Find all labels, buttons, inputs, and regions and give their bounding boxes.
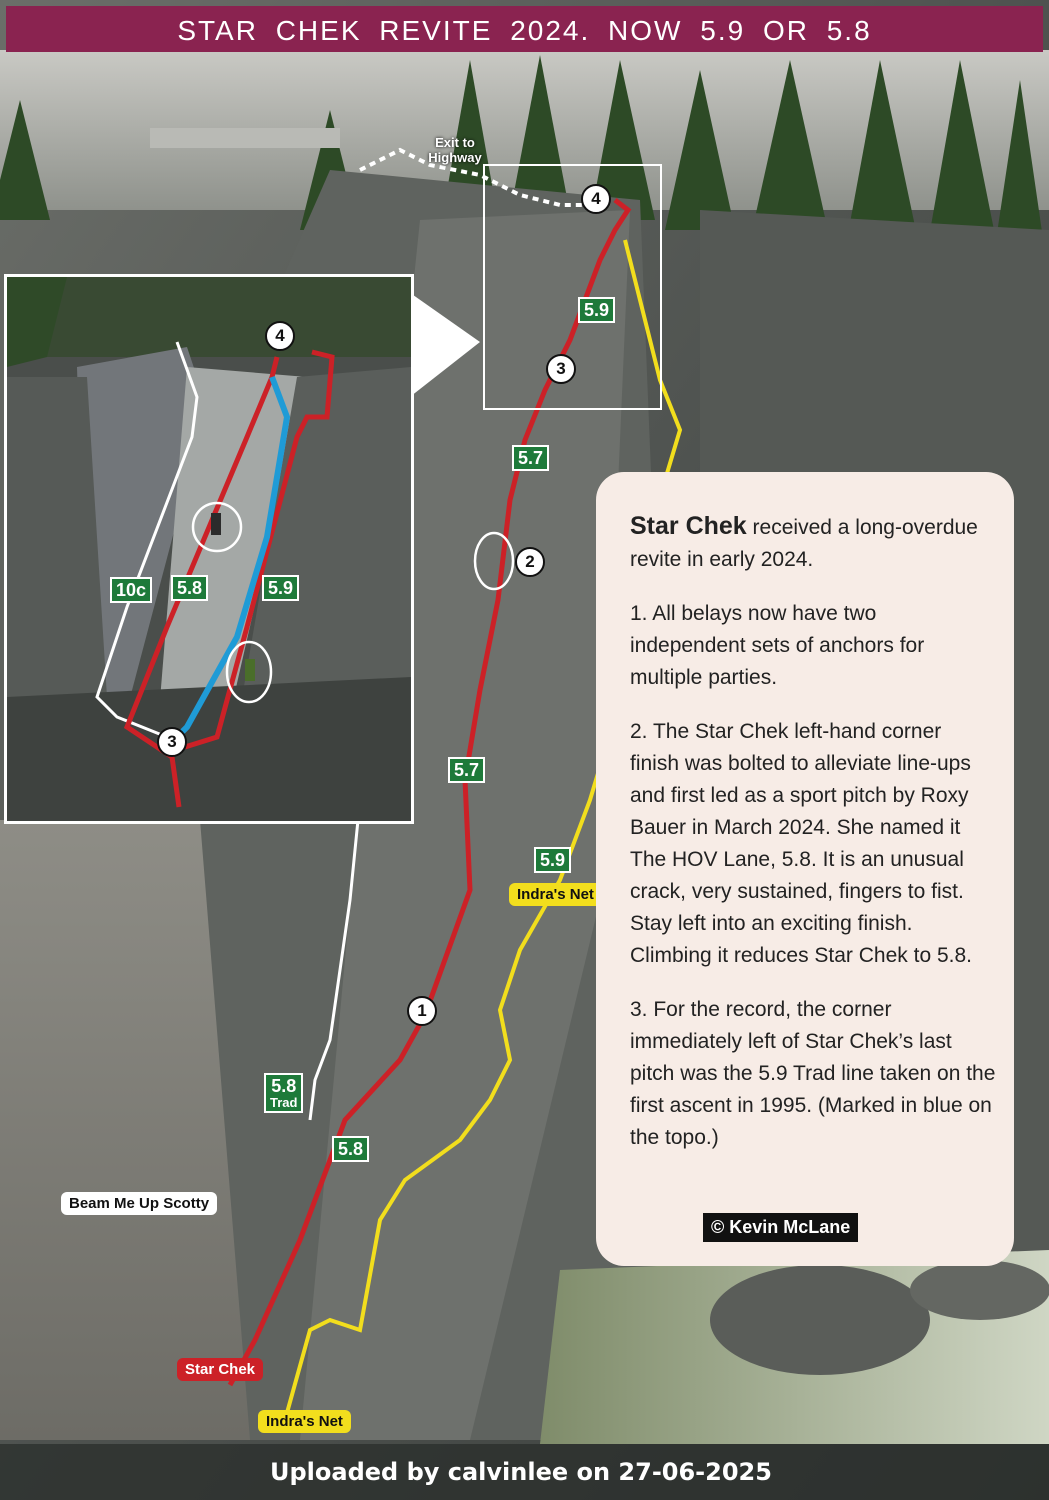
- inset-belay-3: 3: [157, 727, 187, 757]
- grade-trad-label: Trad: [270, 1095, 298, 1110]
- belay-2: 2: [515, 547, 545, 577]
- grade-beam-me-up-value: 5.8: [271, 1076, 297, 1096]
- grade-pitch-1: 5.8: [332, 1136, 369, 1162]
- belay-1: 1: [407, 996, 437, 1026]
- info-title: Star Chek: [630, 512, 747, 540]
- info-panel: [596, 472, 1014, 1266]
- indras-net-label-bottom: Indra's Net: [258, 1410, 351, 1433]
- info-point-1: 1. All belays now have two independent sets of anchors for multiple parties.: [630, 602, 925, 689]
- grade-pitch-3: 5.7: [512, 445, 549, 471]
- info-point-3: 3. For the record, the corner immediately left of Star Chek’s last pitch was the 5.9 Trad line taken on the first ascent in 1995. (Marked in blue on the topo.): [630, 998, 996, 1149]
- belay-3: 3: [546, 354, 576, 384]
- uploaded-by-text: Uploaded by calvinlee on 27-06-2025: [270, 1458, 772, 1486]
- inset-grade-5-8: 5.8: [171, 575, 208, 601]
- page-title: STAR CHEK REVITE 2024. NOW 5.9 OR 5.8: [6, 6, 1043, 52]
- grade-beam-me-up: [264, 1073, 303, 1113]
- grade-pitch-4: 5.9: [578, 297, 615, 323]
- inset-photo: [4, 274, 414, 824]
- inset-grade-5-9: 5.9: [262, 575, 299, 601]
- beam-me-up-scotty-label: Beam Me Up Scotty: [61, 1192, 217, 1215]
- info-intro: [630, 510, 996, 576]
- inset-belay-4: 4: [265, 321, 295, 351]
- info-point-2: 2. The Star Chek left-hand corner finish was bolted to alleviate line-ups and first led as a sport pitch by Roxy Bauer in March 2024. She named it The HOV Lane, 5.8. It is an unusual crack, very sustained, fingers to fist. Stay left into an exciting finish. Climbing it reduces Star Chek to 5.8.: [630, 720, 972, 967]
- copyright-credit: © Kevin McLane: [703, 1213, 858, 1242]
- info-intro-text: received a long-overdue revite in early 2024.: [630, 516, 978, 571]
- exit-to-highway-label: Exit to Highway: [428, 135, 482, 165]
- grade-pitch-2: 5.7: [448, 757, 485, 783]
- star-chek-label: Star Chek: [177, 1358, 263, 1381]
- grade-indras-net: 5.9: [534, 847, 571, 873]
- belay-4: 4: [581, 184, 611, 214]
- indras-net-label-top: Indra's Net: [509, 883, 602, 906]
- upload-footer: [0, 1444, 1049, 1500]
- inset-grade-10c: 10c: [110, 577, 152, 603]
